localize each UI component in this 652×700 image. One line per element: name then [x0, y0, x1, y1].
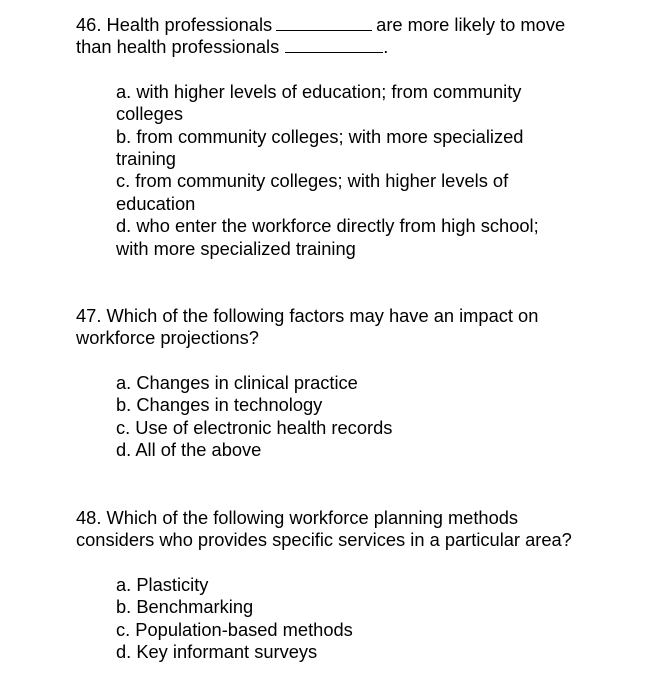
question-46-option-d: d. who enter the workforce directly from high school; with more specialized training — [116, 215, 539, 259]
question-47-stem — [76, 305, 596, 350]
question-48 — [76, 507, 596, 663]
question-47-options — [76, 372, 596, 462]
question-47-option-a: a. Changes in clinical practice — [116, 371, 358, 393]
question-46-option-b: b. from community colleges; with more specialized training — [116, 125, 524, 170]
question-46-stem — [76, 14, 596, 59]
question-48-options — [76, 574, 596, 664]
answer-blank-2 — [285, 38, 383, 53]
question-46-number: 46. — [76, 14, 102, 35]
question-48-number: 48. — [76, 507, 102, 528]
question-48-stem — [76, 507, 596, 552]
question-46-stem-end: . — [383, 36, 389, 58]
question-48-option-b: b. Benchmarking — [116, 596, 254, 618]
question-46 — [76, 14, 596, 260]
question-47 — [76, 305, 596, 461]
question-46-options — [76, 81, 566, 260]
question-48-stem-text: Which of the following workforce planning methods considers who provides specific services in a particular area? — [76, 507, 572, 551]
question-48-option-c: c. Population-based methods — [116, 618, 353, 640]
answer-blank-1 — [276, 16, 372, 31]
question-47-option-b: b. Changes in technology — [116, 394, 323, 416]
question-47-option-d: d. All of the above — [116, 439, 262, 461]
question-46-stem-part2: are more likely to move than health professionals — [76, 14, 566, 58]
question-47-option-c: c. Use of electronic health records — [116, 416, 393, 438]
question-46-option-c: c. from community colleges; with higher levels of education — [116, 170, 509, 214]
question-46-stem-part1: Health professionals — [106, 14, 273, 35]
question-47-stem-text: Which of the following factors may have an impact on workforce projections? — [76, 305, 539, 349]
question-47-number: 47. — [76, 305, 102, 326]
question-46-option-a: a. with higher levels of education; from community colleges — [116, 80, 522, 125]
question-48-option-a: a. Plasticity — [116, 573, 209, 595]
question-48-option-d: d. Key informant surveys — [116, 641, 318, 663]
